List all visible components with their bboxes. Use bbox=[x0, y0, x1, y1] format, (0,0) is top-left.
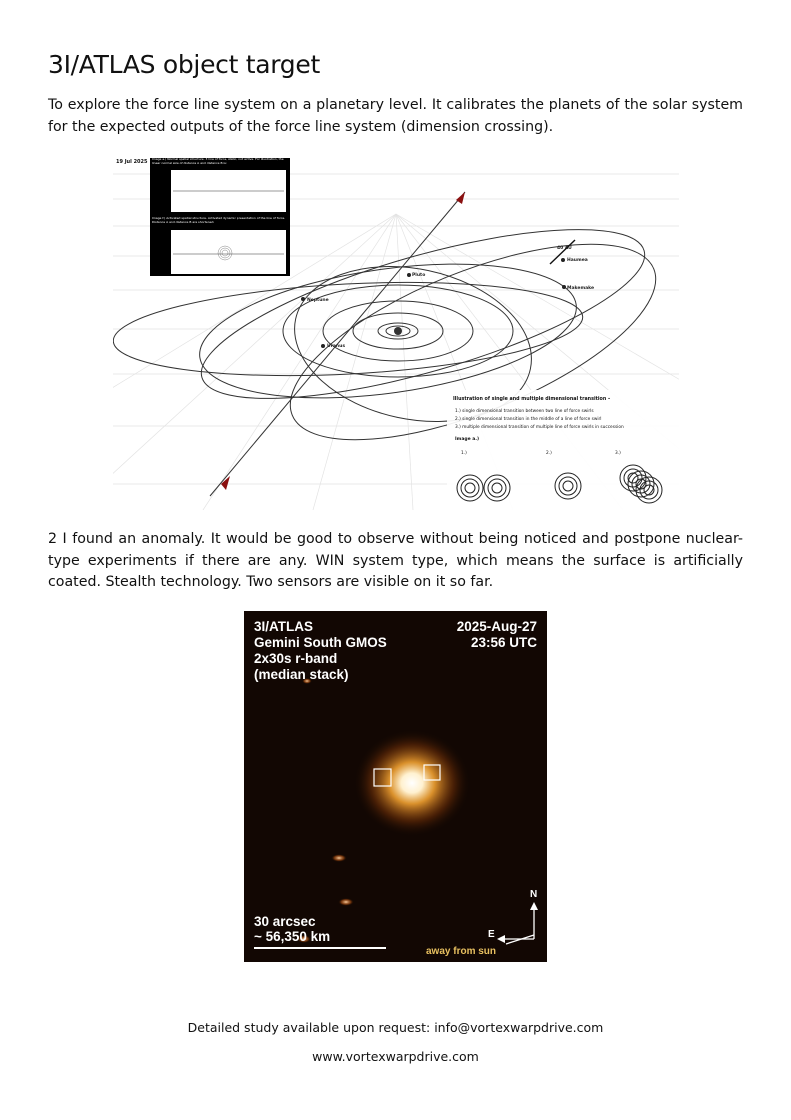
solar-system-diagram bbox=[113, 154, 679, 510]
makemake-marker bbox=[562, 285, 566, 289]
star-2 bbox=[338, 898, 354, 906]
telescope-image bbox=[244, 611, 547, 962]
step-label-1: 1.) bbox=[461, 451, 467, 456]
planet-label-pluto: Pluto bbox=[412, 273, 426, 278]
step-label-3: 3.) bbox=[615, 451, 621, 456]
illustration-item-1: 1.) single dimensional transition between two line of force swirls bbox=[455, 409, 594, 414]
instrument-label: Gemini South GMOS bbox=[254, 635, 387, 650]
haumea-marker bbox=[561, 258, 565, 262]
planet-label-uranus: Uranus bbox=[327, 344, 345, 349]
planet-label-haumea: Haumea bbox=[567, 258, 588, 263]
page-title: 3I/ATLAS object target bbox=[48, 50, 320, 79]
stack-label: (median stack) bbox=[254, 667, 349, 682]
exposure-label: 2x30s r-band bbox=[254, 651, 338, 666]
comet-glow bbox=[352, 728, 472, 838]
compass-east: E bbox=[488, 929, 495, 940]
figure-date: 19 Jul 2025 bbox=[116, 159, 148, 165]
illustration-heading: Illustration of single and multiple dimensional transition – bbox=[453, 397, 611, 402]
planet-label-makemake: Makemake bbox=[567, 286, 595, 291]
spatial-structure-inset bbox=[150, 158, 290, 276]
au-label: 40 AU bbox=[557, 246, 572, 251]
scale-km: ~ 56,350 km bbox=[254, 929, 331, 944]
illustration-image-label: Image a.) bbox=[455, 437, 480, 442]
obs-time: 23:56 UTC bbox=[470, 635, 537, 650]
inset-caption-top: Image a.) Normal spatial structure. 3 line of force, static, not active. For illustration, the linear normal size of distance A and distance B is: bbox=[152, 158, 284, 165]
pluto-marker bbox=[407, 273, 411, 277]
sun-marker bbox=[394, 327, 402, 335]
illustration-item-3: 3.) multiple dimensional transition of multiple line of force swirls in succession bbox=[455, 425, 624, 430]
scale-arcsec: 30 arcsec bbox=[254, 914, 316, 929]
dimensional-transition-illustration bbox=[447, 390, 679, 510]
obs-date: 2025-Aug-27 bbox=[456, 619, 537, 634]
anomaly-paragraph: 2 I found an anomaly. It would be good to observe without being noticed and postpone nuclear-type experiments if there are any. WIN system type, which means the surface is artificially coated. Stealth technology. Two sensors are visible on it so far. bbox=[48, 531, 743, 590]
neptune-marker bbox=[301, 297, 305, 301]
uranus-marker bbox=[321, 344, 325, 348]
compass-north: N bbox=[530, 889, 538, 900]
footer-contact: Detailed study available upon request: info@vortexwarpdrive.com bbox=[187, 1020, 604, 1035]
star-1 bbox=[331, 854, 347, 862]
away-from-sun-label: away from sun bbox=[426, 946, 497, 957]
inset-caption-bottom: Image f.) Activated spatial structure. Activated dynamic presentation of the line of force. Distance A and distance B are shortened. bbox=[152, 217, 286, 224]
object-name: 3I/ATLAS bbox=[254, 619, 314, 634]
illustration-item-2: 2.) single dimensional transition in the middle of a line of force swirl bbox=[455, 417, 602, 422]
step-label-2: 2.) bbox=[546, 451, 552, 456]
footer-website: www.vortexwarpdrive.com bbox=[312, 1049, 479, 1064]
intro-paragraph: To explore the force line system on a planetary level. It calibrates the planets of the solar system for the expected outputs of the force line system (dimension crossing). bbox=[48, 97, 743, 135]
planet-label-neptune: Neptune bbox=[307, 298, 329, 303]
